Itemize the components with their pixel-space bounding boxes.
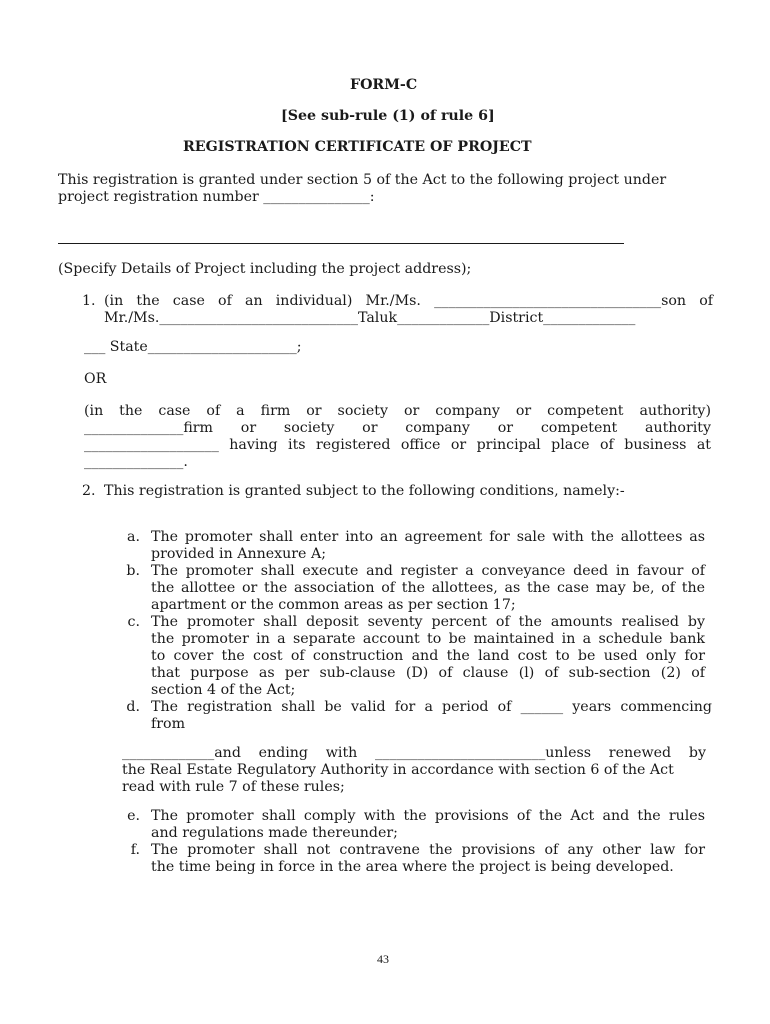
condition-d-cont-line-2: the Real Estate Regulatory Authority in accordance with section 6 of the Act bbox=[122, 762, 674, 778]
condition-b-marker: b. bbox=[126, 563, 140, 579]
condition-b-line-1: The promoter shall execute and register a conveyance deed in favour of bbox=[151, 563, 705, 579]
intro-line-1: This registration is granted under section 5 of the Act to the following project under bbox=[58, 172, 667, 188]
item-1-firm-line-1: (in the case of a firm or society or company or competent authority) bbox=[84, 403, 711, 419]
condition-a-marker: a. bbox=[127, 529, 140, 545]
item-1-or: OR bbox=[84, 371, 107, 387]
item-1-number: 1. bbox=[82, 293, 96, 309]
condition-b-line-2: the allottee or the association of the allottees, as the case may be, of the bbox=[151, 580, 705, 596]
condition-e-line-1: The promoter shall comply with the provisions of the Act and the rules bbox=[151, 808, 705, 824]
condition-f-marker: f. bbox=[130, 842, 140, 858]
certificate-heading: REGISTRATION CERTIFICATE OF PROJECT bbox=[183, 139, 532, 155]
condition-c-line-3: to cover the cost of construction and the land cost to be used only for bbox=[151, 648, 705, 664]
condition-f-line-2: the time being in force in the area where the project is being developed. bbox=[151, 859, 674, 875]
condition-e-marker: e. bbox=[127, 808, 140, 824]
item-2-text: This registration is granted subject to the following conditions, namely:- bbox=[104, 483, 625, 499]
item-1-firm-line-4: ______________. bbox=[84, 454, 188, 470]
condition-c-line-1: The promoter shall deposit seventy percent of the amounts realised by bbox=[151, 614, 705, 630]
item-1-line-1: (in the case of an individual) Mr./Ms. ________________________________son of bbox=[104, 293, 713, 309]
condition-c-marker: c. bbox=[127, 614, 140, 630]
project-address-rule bbox=[58, 243, 624, 244]
item-1-line-2: Mr./Ms.____________________________Taluk_____________District_____________ bbox=[104, 310, 636, 326]
condition-c-line-2: the promoter in a separate account to be maintained in a schedule bank bbox=[151, 631, 705, 647]
item-1-firm-line-3: ___________________ having its registered office or principal place of business at bbox=[84, 437, 711, 453]
condition-d-line-2: from bbox=[151, 716, 186, 732]
condition-b-line-3: apartment or the common areas as per section 17; bbox=[151, 597, 516, 613]
condition-e-line-2: and regulations made thereunder; bbox=[151, 825, 398, 841]
condition-d-marker: d. bbox=[126, 699, 140, 715]
item-1-state-line: ___ State_____________________; bbox=[84, 339, 302, 355]
sub-rule-reference: [See sub-rule (1) of rule 6] bbox=[281, 108, 495, 124]
condition-f-line-1: The promoter shall not contravene the provisions of any other law for bbox=[151, 842, 705, 858]
condition-a-line-2: provided in Annexure A; bbox=[151, 546, 326, 562]
form-title: FORM-C bbox=[350, 77, 418, 93]
condition-d-cont-line-3: read with rule 7 of these rules; bbox=[122, 779, 345, 795]
item-1-firm-line-2: ______________firm or society or company or competent authority bbox=[84, 420, 711, 436]
item-2-number: 2. bbox=[82, 483, 96, 499]
condition-c-line-5: section 4 of the Act; bbox=[151, 682, 296, 698]
condition-d-cont-line-1: _____________and ending with ________________________unless renewed by bbox=[122, 745, 706, 761]
condition-c-line-4: that purpose as per sub-clause (D) of clause (l) of sub-section (2) of bbox=[151, 665, 705, 681]
page-number: 43 bbox=[377, 952, 389, 966]
specify-details: (Specify Details of Project including the project address); bbox=[58, 261, 472, 277]
condition-d-line-1: The registration shall be valid for a period of ______ years commencing bbox=[151, 699, 712, 715]
condition-a-line-1: The promoter shall enter into an agreement for sale with the allottees as bbox=[151, 529, 705, 545]
intro-line-2: project registration number _______________: bbox=[58, 189, 375, 205]
